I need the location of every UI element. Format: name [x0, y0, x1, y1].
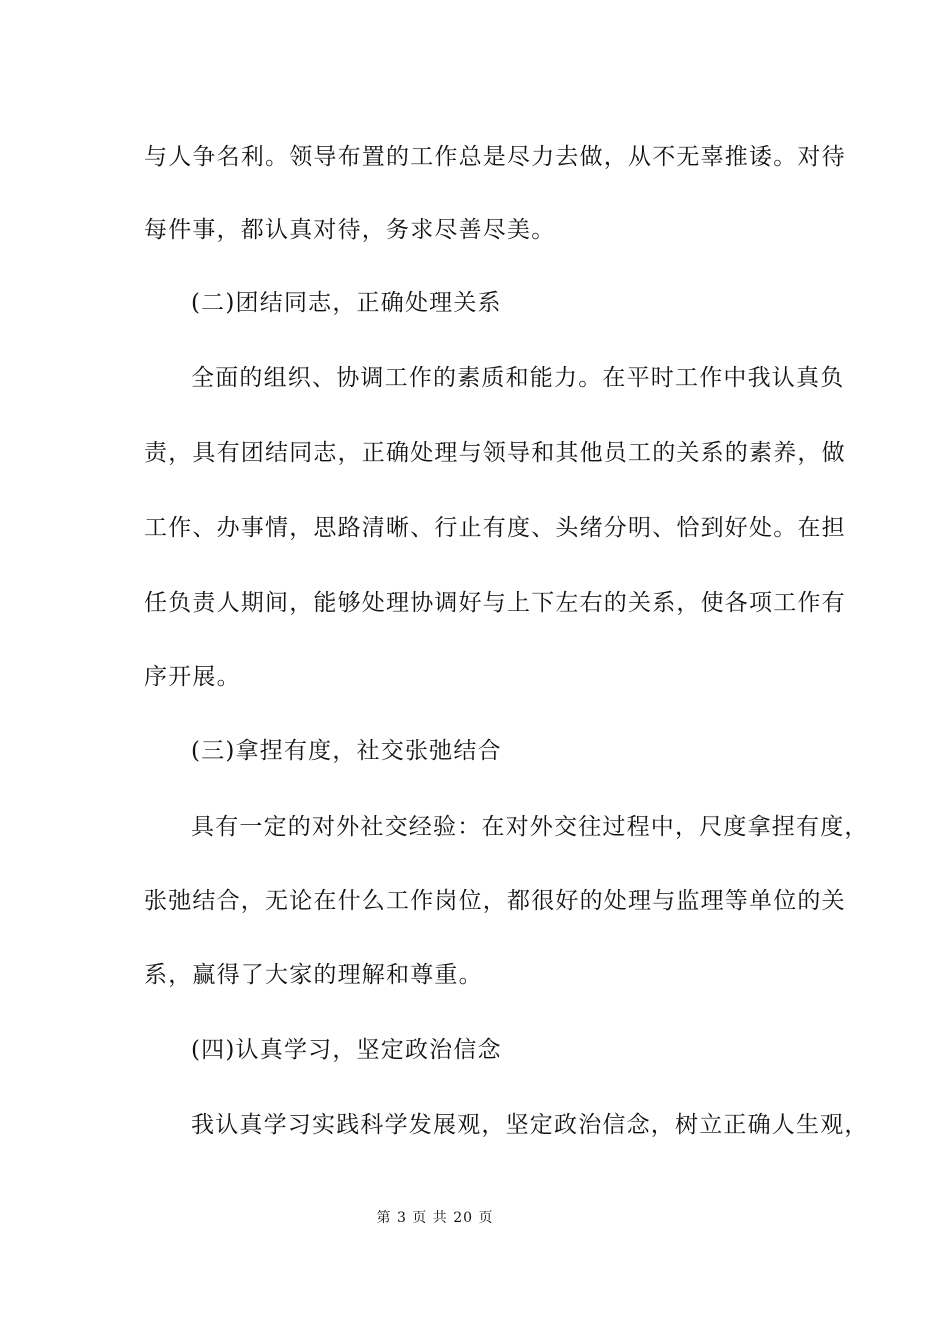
body-text-line: 每件事，都认真对待，务求尽善尽美。	[144, 217, 556, 243]
section-heading: (二)团结同志，正确处理关系	[191, 290, 502, 316]
page-footer	[0, 1207, 950, 1227]
body-text-line: 与人争名利。领导布置的工作总是尽力去做，从不无辜推诿。对待	[144, 144, 846, 170]
body-text-line: 序开展。	[144, 664, 241, 690]
body-text-line: 责，具有团结同志，正确处理与领导和其他员工的关系的素养，做	[144, 440, 846, 466]
body-text-line: 我认真学习实践科学发展观，坚定政治信念，树立正确人生观，	[191, 1112, 869, 1138]
body-text-line: 工作、办事情，思路清晰、行止有度、头绪分明、恰到好处。在担	[144, 515, 846, 541]
page-number-label: 第 3 页 共 20 页	[376, 1210, 494, 1226]
section-heading: (三)拿捏有度，社交张弛结合	[191, 738, 502, 764]
body-text-line: 全面的组织、协调工作的素质和能力。在平时工作中我认真负	[191, 365, 845, 391]
body-text-line: 张弛结合，无论在什么工作岗位，都很好的处理与监理等单位的关	[144, 888, 846, 914]
body-text-line: 任负责人期间，能够处理协调好与上下左右的关系，使各项工作有	[144, 590, 846, 616]
body-text-line: 系，赢得了大家的理解和尊重。	[144, 962, 483, 988]
section-heading: (四)认真学习，坚定政治信念	[191, 1037, 502, 1063]
body-text-line: 具有一定的对外社交经验：在对外交往过程中，尺度拿捏有度，	[191, 814, 869, 840]
